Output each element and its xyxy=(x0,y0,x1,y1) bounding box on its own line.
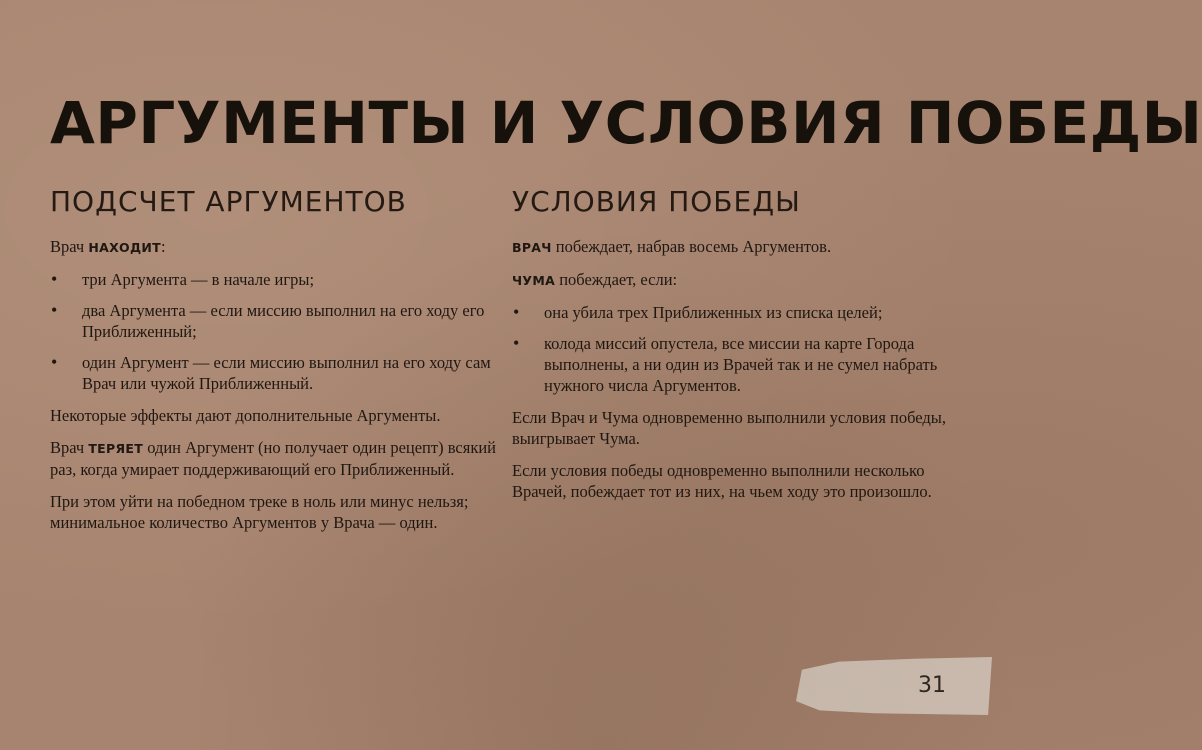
keyword-finds: НАХОДИТ xyxy=(88,240,161,255)
gain-list xyxy=(50,269,500,394)
right-column xyxy=(512,182,962,513)
list-item: • два Аргумента — если миссию выполнил на его ходу его Приближенный; xyxy=(50,300,500,342)
multiple-doctors-paragraph: Если условия победы одновременно выполнили несколько Врачей, побеждает тот из них, на чьем ходу это произошло. xyxy=(512,461,932,501)
loses-paragraph: Врач ТЕРЯЕТ один Аргумент (но получает один рецепт) всякий раз, когда умирает поддерживающий его Приближенный. xyxy=(50,438,496,479)
left-column xyxy=(50,182,500,544)
list-item: • три Аргумента — в начале игры; xyxy=(50,269,500,290)
section-heading-counting: ПОДСЧЕТ АРГУМЕНТОВ xyxy=(50,185,407,218)
tape-strip xyxy=(796,657,992,715)
list-item: • один Аргумент — если миссию выполнил на его ходу сам Врач или чужой Приближенный. xyxy=(50,352,500,394)
section-heading-victory: УСЛОВИЯ ПОБЕДЫ xyxy=(512,185,801,218)
keyword-loses: ТЕРЯЕТ xyxy=(88,441,144,456)
keyword-plague: ЧУМА xyxy=(512,273,556,288)
plague-conditions-list xyxy=(512,302,962,396)
keyword-doctor: ВРАЧ xyxy=(512,240,552,255)
extra-effects-paragraph: Некоторые эффекты дают дополнительные Аргументы. xyxy=(50,406,441,425)
plague-win-paragraph: ЧУМА побеждает, если: xyxy=(512,270,678,289)
tie-paragraph: Если Врач и Чума одновременно выполнили условия победы, выигрывает Чума. xyxy=(512,408,947,448)
doctor-win-paragraph: ВРАЧ побеждает, набрав восемь Аргументов. xyxy=(512,237,832,256)
minimum-paragraph: При этом уйти на победном треке в ноль или минус нельзя; минимальное количество Аргументов у Врача — один. xyxy=(50,492,469,532)
list-item: • она убила трех Приближенных из списка целей; xyxy=(512,302,962,323)
page-number: 31 xyxy=(918,673,946,698)
intro-paragraph: Врач НАХОДИТ: xyxy=(50,237,166,256)
page-title: АРГУМЕНТЫ И УСЛОВИЯ ПОБЕДЫ xyxy=(50,89,1202,157)
list-item: • колода миссий опустела, все миссии на карте Города выполнены, а ни один из Врачей так и не сумел набрать нужного числа Аргументов. xyxy=(512,333,962,396)
